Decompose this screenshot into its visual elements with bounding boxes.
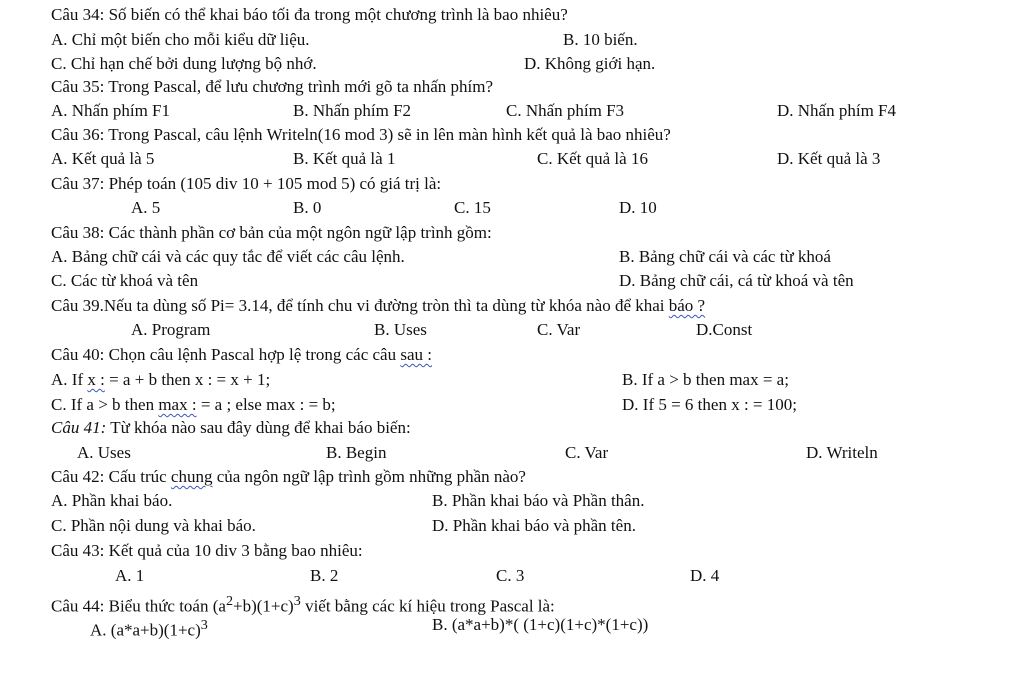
q42-stem-post: của ngôn ngữ lập trình gồm những phần nào?: [212, 467, 526, 486]
q38-option-a: A. Bảng chữ cái và các quy tắc để viết các câu lệnh.: [51, 247, 405, 266]
q38-option-d: D. Bảng chữ cái, cá từ khoá và tên: [619, 271, 854, 290]
q37-option-d: D. 10: [619, 198, 657, 217]
q41-stem: [51, 418, 411, 438]
q36-option-b: B. Kết quả là 1: [293, 149, 396, 168]
q44-stem-pre: Câu 44: Biểu thức toán (a: [51, 596, 226, 616]
q43-option-a: A. 1: [115, 566, 145, 585]
q39-option-d: D.Const: [696, 320, 753, 339]
q38-option-c: C. Các từ khoá và tên: [51, 271, 199, 290]
q42-stem: [51, 467, 526, 487]
q43-stem: Câu 43: Kết quả của 10 div 3 bằng bao nhiêu:: [51, 541, 363, 560]
q40-stem: [51, 345, 432, 365]
q34-stem: Câu 34: Số biến có thể khai báo tối đa trong một chương trình là bao nhiêu?: [51, 5, 568, 24]
q40-a-post: = a + b then x : = x + 1;: [104, 370, 271, 389]
q40-stem-underlined: sau :: [400, 345, 432, 364]
q41-stem-text: Từ khóa nào sau đây dùng để khai báo biến:: [106, 418, 411, 437]
q40-a-underlined: x :: [87, 370, 105, 389]
q42-option-c: C. Phần nội dung và khai báo.: [51, 516, 256, 535]
q38-stem: Câu 38: Các thành phần cơ bản của một ngôn ngữ lập trình gồm:: [51, 223, 492, 242]
q44-option-a: [90, 615, 208, 641]
q40-stem-text: Câu 40: Chọn câu lệnh Pascal hợp lệ trong các câu: [51, 345, 401, 364]
q39-stem: [51, 296, 705, 316]
q39-stem-underlined: báo ?: [668, 296, 706, 315]
q36-option-d: D. Kết quả là 3: [777, 149, 881, 168]
q39-stem-text: Câu 39.Nếu ta dùng số Pi= 3.14, để tính chu vi đường tròn thì ta dùng từ khóa nào để khai: [51, 296, 669, 315]
q44-a-sup: 3: [200, 617, 208, 633]
q41-option-a: A. Uses: [77, 443, 131, 462]
q44-stem-mid: +b)(1+c): [233, 596, 294, 616]
q37-option-a: A. 5: [131, 198, 161, 217]
q42-option-d: D. Phần khai báo và phần tên.: [432, 516, 636, 535]
q41-option-b: B. Begin: [326, 443, 387, 462]
q41-stem-label: Câu 41:: [51, 418, 107, 437]
q40-option-c: [51, 395, 336, 415]
q37-stem: Câu 37: Phép toán (105 div 10 + 105 mod 5) có giá trị là:: [51, 174, 442, 193]
q34-option-d: D. Không giới hạn.: [524, 54, 656, 73]
q42-stem-pre: Câu 42: Cấu trúc: [51, 467, 171, 486]
q41-option-d: D. Writeln: [806, 443, 878, 462]
q34-option-b: B. 10 biến.: [563, 30, 638, 49]
q40-option-b: B. If a > b then max = a;: [622, 370, 789, 389]
q44-a-text: A. (a*a+b)(1+c): [90, 620, 201, 640]
q36-stem: Câu 36: Trong Pascal, câu lệnh Writeln(16 mod 3) sẽ in lên màn hình kết quả là bao nhiêu?: [51, 125, 671, 144]
q36-option-c: C. Kết quả là 16: [537, 149, 648, 168]
q39-option-a: A. Program: [131, 320, 211, 339]
q37-option-c: C. 15: [454, 198, 491, 217]
q40-c-underlined: max :: [158, 395, 197, 414]
q44-stem: [51, 591, 555, 617]
q40-option-d: D. If 5 = 6 then x : = 100;: [622, 395, 797, 414]
q35-option-d: D. Nhấn phím F4: [777, 101, 896, 120]
q39-option-b: B. Uses: [374, 320, 427, 339]
q36-option-a: A. Kết quả là 5: [51, 149, 155, 168]
q41-option-c: C. Var: [565, 443, 609, 462]
q40-option-a: [51, 370, 270, 390]
q43-option-b: B. 2: [310, 566, 339, 585]
q42-option-b: B. Phần khai báo và Phần thân.: [432, 491, 645, 510]
q35-option-a: A. Nhấn phím F1: [51, 101, 170, 120]
q35-option-b: B. Nhấn phím F2: [293, 101, 412, 120]
q44-stem-sup1: 2: [225, 593, 234, 609]
q40-a-pre: A. If: [51, 370, 88, 389]
q34-option-a: A. Chỉ một biến cho mỗi kiểu dữ liệu.: [51, 30, 310, 49]
q40-c-pre: C. If a > b then: [51, 395, 159, 414]
q35-stem: Câu 35: Trong Pascal, để lưu chương trình mới gõ ta nhấn phím?: [51, 77, 494, 96]
q40-c-post: = a ; else max : = b;: [196, 395, 336, 414]
q43-option-c: C. 3: [496, 566, 525, 585]
q38-option-b: B. Bảng chữ cái và các từ khoá: [619, 247, 831, 266]
q42-stem-underlined: chung: [170, 467, 213, 486]
q42-option-a: A. Phần khai báo.: [51, 491, 173, 510]
q44-stem-sup2: 3: [293, 593, 301, 609]
q43-option-d: D. 4: [690, 566, 720, 585]
q37-option-b: B. 0: [293, 198, 322, 217]
q44-stem-post: viết bằng các kí hiệu trong Pascal là:: [300, 596, 555, 616]
q44-option-b: B. (a*a+b)*( (1+c)(1+c)*(1+c)): [432, 615, 649, 634]
q34-option-c: C. Chỉ hạn chế bởi dung lượng bộ nhớ.: [51, 54, 317, 73]
q35-option-c: C. Nhấn phím F3: [506, 101, 625, 120]
q39-option-c: C. Var: [537, 320, 581, 339]
